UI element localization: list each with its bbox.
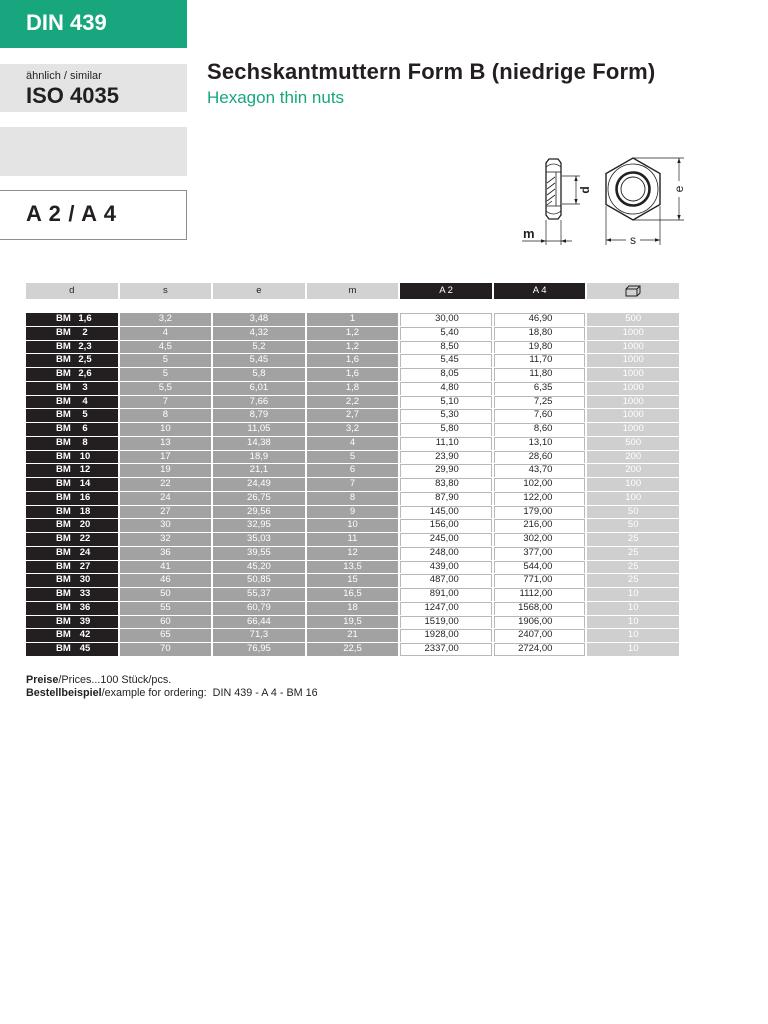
pack-qty-cell: 100 [587, 492, 679, 505]
table-row [26, 492, 679, 505]
size-cell [26, 368, 118, 381]
a4-price-cell: 6,35 [494, 382, 586, 395]
box-icon [625, 285, 641, 297]
column-header-a4: A 4 [494, 283, 586, 299]
size-prefix: BM [56, 533, 71, 544]
pack-qty-cell: 25 [587, 574, 679, 587]
table-row [26, 574, 679, 587]
dimension-label-e: e [672, 185, 686, 193]
a4-price-cell: 13,10 [494, 437, 586, 450]
table-row [26, 547, 679, 560]
s-cell: 24 [120, 492, 212, 505]
s-cell: 5 [120, 354, 212, 367]
a2-price-cell: 1247,00 [400, 602, 492, 615]
prices-label: Preise [26, 674, 59, 686]
s-cell: 3,2 [120, 313, 212, 326]
e-cell: 3,48 [213, 313, 305, 326]
size-cell [26, 437, 118, 450]
material-box [0, 190, 187, 240]
a2-price-cell: 891,00 [400, 588, 492, 601]
size-value: 14 [79, 478, 91, 489]
s-cell: 55 [120, 602, 212, 615]
pack-qty-cell: 50 [587, 519, 679, 532]
order-example [26, 687, 318, 699]
size-cell [26, 519, 118, 532]
a4-price-cell: 11,80 [494, 368, 586, 381]
e-cell: 6,01 [213, 382, 305, 395]
size-prefix: BM [56, 643, 71, 654]
pack-qty-cell: 500 [587, 313, 679, 326]
size-prefix: BM [56, 340, 71, 352]
a4-price-cell: 1568,00 [494, 602, 586, 615]
a2-price-cell: 11,10 [400, 437, 492, 450]
a2-price-cell: 439,00 [400, 561, 492, 574]
size-prefix: BM [56, 354, 71, 366]
e-cell: 66,44 [213, 616, 305, 629]
table-row [26, 616, 679, 629]
m-cell: 22,5 [307, 643, 399, 656]
dimension-label-m: m [523, 226, 535, 241]
a4-price-cell: 216,00 [494, 519, 586, 532]
a2-price-cell: 87,90 [400, 492, 492, 505]
pack-qty-cell: 10 [587, 643, 679, 656]
size-prefix: BM [56, 450, 71, 462]
pack-qty-cell: 1000 [587, 354, 679, 367]
e-cell: 35,03 [213, 533, 305, 546]
m-cell: 7 [307, 478, 399, 491]
m-cell: 16,5 [307, 588, 399, 601]
size-prefix: BM [56, 588, 71, 599]
s-cell: 19 [120, 464, 212, 477]
size-prefix: BM [56, 560, 71, 572]
e-cell: 26,75 [213, 492, 305, 505]
size-prefix: BM [56, 546, 71, 558]
a2-price-cell: 1928,00 [400, 629, 492, 642]
a2-price-cell: 5,30 [400, 409, 492, 422]
table-body [26, 313, 679, 656]
m-cell: 9 [307, 506, 399, 519]
s-cell: 32 [120, 533, 212, 546]
m-cell: 2,2 [307, 396, 399, 409]
size-cell [26, 478, 118, 491]
s-cell: 46 [120, 574, 212, 587]
table-row [26, 396, 679, 409]
a4-price-cell: 46,90 [494, 313, 586, 326]
a4-price-cell: 179,00 [494, 506, 586, 519]
a2-price-cell: 30,00 [400, 313, 492, 326]
size-prefix: BM [56, 491, 71, 503]
size-cell [26, 588, 118, 601]
table-row [26, 478, 679, 491]
size-cell [26, 602, 118, 615]
page-subtitle: Hexagon thin nuts [207, 88, 345, 107]
size-cell [26, 616, 118, 629]
order-text: /example for ordering: DIN 439 - A 4 - BM 16 [101, 687, 318, 699]
size-prefix: BM [56, 519, 71, 531]
pack-qty-cell: 10 [587, 602, 679, 615]
a4-price-cell: 28,60 [494, 451, 586, 464]
s-cell: 41 [120, 561, 212, 574]
e-cell: 18,9 [213, 451, 305, 464]
e-cell: 11,05 [213, 423, 305, 436]
s-cell: 13 [120, 437, 212, 450]
s-cell: 17 [120, 451, 212, 464]
size-value: 22 [79, 533, 91, 544]
s-cell: 36 [120, 547, 212, 560]
pack-qty-cell: 1000 [587, 382, 679, 395]
pack-qty-cell: 25 [587, 561, 679, 574]
size-value: 2,6 [78, 368, 92, 379]
s-cell: 70 [120, 643, 212, 656]
size-value: 1,6 [78, 313, 92, 324]
similar-label: ähnlich / similar [26, 70, 102, 82]
size-prefix: BM [56, 326, 71, 338]
m-cell: 1,6 [307, 368, 399, 381]
a4-price-cell: 8,60 [494, 423, 586, 436]
a4-price-cell: 771,00 [494, 574, 586, 587]
size-cell [26, 451, 118, 464]
table-row [26, 423, 679, 436]
a2-price-cell: 5,45 [400, 354, 492, 367]
size-value: 6 [82, 423, 88, 434]
pack-qty-cell: 50 [587, 506, 679, 519]
pack-qty-cell: 25 [587, 547, 679, 560]
pack-qty-cell: 25 [587, 533, 679, 546]
size-value: 27 [79, 560, 91, 572]
size-value: 2 [82, 326, 88, 338]
size-prefix: BM [56, 601, 71, 613]
size-value: 10 [79, 450, 91, 462]
a4-price-cell: 11,70 [494, 354, 586, 367]
pack-qty-cell: 10 [587, 629, 679, 642]
m-cell: 19,5 [307, 616, 399, 629]
pack-qty-cell: 200 [587, 464, 679, 477]
size-cell [26, 533, 118, 546]
size-value: 8 [82, 436, 88, 448]
size-value: 42 [79, 629, 91, 641]
s-cell: 4,5 [120, 341, 212, 354]
size-value: 24 [79, 546, 91, 558]
size-prefix: BM [56, 478, 71, 489]
pack-qty-cell: 200 [587, 451, 679, 464]
e-cell: 14,38 [213, 437, 305, 450]
m-cell: 2,7 [307, 409, 399, 422]
pack-qty-cell: 100 [587, 478, 679, 491]
m-cell: 1,2 [307, 327, 399, 340]
size-value: 30 [79, 574, 91, 586]
s-cell: 30 [120, 519, 212, 532]
table-row [26, 341, 679, 354]
m-cell: 10 [307, 519, 399, 532]
table-row [26, 327, 679, 340]
a4-price-cell: 377,00 [494, 547, 586, 560]
size-prefix: BM [56, 409, 71, 421]
m-cell: 6 [307, 464, 399, 477]
a4-price-cell: 2407,00 [494, 629, 586, 642]
table-row [26, 533, 679, 546]
pack-qty-cell: 1000 [587, 341, 679, 354]
a4-price-cell: 7,60 [494, 409, 586, 422]
column-header-e: e [213, 283, 305, 299]
table-header-row [26, 283, 679, 299]
e-cell: 76,95 [213, 643, 305, 656]
size-cell [26, 327, 118, 340]
a4-price-cell: 1112,00 [494, 588, 586, 601]
size-cell [26, 506, 118, 519]
s-cell: 10 [120, 423, 212, 436]
a4-price-cell: 43,70 [494, 464, 586, 477]
table-row [26, 382, 679, 395]
size-prefix: BM [56, 436, 71, 448]
a2-price-cell: 145,00 [400, 506, 492, 519]
size-cell [26, 547, 118, 560]
a2-price-cell: 8,50 [400, 341, 492, 354]
size-prefix: BM [56, 395, 71, 407]
m-cell: 21 [307, 629, 399, 642]
size-cell [26, 423, 118, 436]
table-row [26, 561, 679, 574]
e-cell: 32,95 [213, 519, 305, 532]
a2-price-cell: 245,00 [400, 533, 492, 546]
pack-qty-cell: 1000 [587, 409, 679, 422]
size-value: 12 [79, 464, 91, 476]
pack-qty-cell: 1000 [587, 368, 679, 381]
table-row [26, 506, 679, 519]
size-value: 45 [79, 643, 91, 654]
table-row [26, 451, 679, 464]
s-cell: 8 [120, 409, 212, 422]
column-header-s: s [120, 283, 212, 299]
order-label: Bestellbeispiel [26, 687, 102, 699]
a2-price-cell: 83,80 [400, 478, 492, 491]
e-cell: 5,8 [213, 368, 305, 381]
pack-qty-cell: 10 [587, 616, 679, 629]
size-cell [26, 643, 118, 656]
pack-qty-cell: 10 [587, 588, 679, 601]
a2-price-cell: 5,80 [400, 423, 492, 436]
nut-side-outline [546, 159, 561, 219]
column-header-d: d [26, 283, 118, 299]
size-prefix: BM [56, 574, 71, 586]
size-prefix: BM [56, 629, 71, 641]
e-cell: 5,2 [213, 341, 305, 354]
size-prefix: BM [56, 615, 71, 627]
e-cell: 8,79 [213, 409, 305, 422]
e-cell: 5,45 [213, 354, 305, 367]
m-cell: 5 [307, 451, 399, 464]
e-cell: 24,49 [213, 478, 305, 491]
table-row [26, 409, 679, 422]
e-cell: 7,66 [213, 396, 305, 409]
size-cell [26, 354, 118, 367]
s-cell: 22 [120, 478, 212, 491]
a4-price-cell: 2724,00 [494, 643, 586, 656]
a2-price-cell: 23,90 [400, 451, 492, 464]
similar-standard-box [0, 64, 187, 112]
size-prefix: BM [56, 368, 71, 379]
s-cell: 7 [120, 396, 212, 409]
size-cell [26, 629, 118, 642]
size-prefix: BM [56, 505, 71, 517]
column-header-a2: A 2 [400, 283, 492, 299]
a4-price-cell: 102,00 [494, 478, 586, 491]
m-cell: 18 [307, 602, 399, 615]
e-cell: 21,1 [213, 464, 305, 477]
s-cell: 50 [120, 588, 212, 601]
e-cell: 50,85 [213, 574, 305, 587]
size-value: 39 [79, 615, 91, 627]
m-cell: 1 [307, 313, 399, 326]
a4-price-cell: 544,00 [494, 561, 586, 574]
table-row [26, 354, 679, 367]
a4-price-cell: 1906,00 [494, 616, 586, 629]
a2-price-cell: 5,10 [400, 396, 492, 409]
m-cell: 1,2 [307, 341, 399, 354]
a4-price-cell: 19,80 [494, 341, 586, 354]
table-row [26, 602, 679, 615]
e-cell: 60,79 [213, 602, 305, 615]
table-row [26, 368, 679, 381]
size-prefix: BM [56, 381, 71, 393]
size-cell [26, 382, 118, 395]
m-cell: 13,5 [307, 561, 399, 574]
blank-info-box [0, 127, 187, 176]
table-row [26, 643, 679, 656]
s-cell: 27 [120, 506, 212, 519]
m-cell: 3,2 [307, 423, 399, 436]
pack-qty-cell: 1000 [587, 327, 679, 340]
m-cell: 11 [307, 533, 399, 546]
material-grades: A 2 / A 4 [26, 201, 117, 226]
technical-drawing [510, 148, 690, 252]
size-value: 20 [79, 519, 91, 531]
a2-price-cell: 2337,00 [400, 643, 492, 656]
size-prefix: BM [56, 313, 71, 324]
size-value: 5 [82, 409, 88, 421]
size-value: 2,3 [78, 340, 92, 352]
a2-price-cell: 1519,00 [400, 616, 492, 629]
size-cell [26, 492, 118, 505]
a2-price-cell: 156,00 [400, 519, 492, 532]
size-prefix: BM [56, 464, 71, 476]
table-row [26, 313, 679, 326]
pack-qty-cell: 1000 [587, 396, 679, 409]
m-cell: 8 [307, 492, 399, 505]
m-cell: 15 [307, 574, 399, 587]
standard-number: DIN 439 [26, 10, 107, 35]
s-cell: 5 [120, 368, 212, 381]
a2-price-cell: 4,80 [400, 382, 492, 395]
table-row [26, 519, 679, 532]
hexagon-outline [606, 158, 660, 220]
product-table [26, 283, 679, 657]
size-cell [26, 561, 118, 574]
s-cell: 65 [120, 629, 212, 642]
m-cell: 1,8 [307, 382, 399, 395]
table-row [26, 629, 679, 642]
a2-price-cell: 29,90 [400, 464, 492, 477]
e-cell: 39,55 [213, 547, 305, 560]
table-row [26, 437, 679, 450]
size-prefix: BM [56, 423, 71, 434]
pack-qty-cell: 500 [587, 437, 679, 450]
pack-qty-cell: 1000 [587, 423, 679, 436]
size-value: 3 [82, 381, 88, 393]
a2-price-cell: 248,00 [400, 547, 492, 560]
a2-price-cell: 487,00 [400, 574, 492, 587]
standard-badge [0, 0, 187, 48]
e-cell: 4,32 [213, 327, 305, 340]
size-cell [26, 341, 118, 354]
dimension-label-s: s [630, 233, 636, 247]
a4-price-cell: 7,25 [494, 396, 586, 409]
prices-note [26, 674, 171, 686]
page-title: Sechskantmuttern Form B (niedrige Form) [207, 59, 656, 84]
size-value: 18 [79, 505, 91, 517]
similar-standard-number: ISO 4035 [26, 83, 119, 108]
size-cell [26, 313, 118, 326]
s-cell: 60 [120, 616, 212, 629]
s-cell: 4 [120, 327, 212, 340]
prices-text: /Prices...100 Stück/pcs. [58, 674, 172, 686]
a4-price-cell: 18,80 [494, 327, 586, 340]
column-header-m: m [307, 283, 399, 299]
size-value: 36 [79, 601, 91, 613]
a4-price-cell: 122,00 [494, 492, 586, 505]
size-cell [26, 464, 118, 477]
side-view [546, 159, 561, 219]
table-row [26, 588, 679, 601]
dimension-label-d: d [578, 186, 592, 194]
e-cell: 71,3 [213, 629, 305, 642]
size-value: 2,5 [78, 354, 92, 366]
size-value: 16 [79, 491, 91, 503]
m-cell: 12 [307, 547, 399, 560]
s-cell: 5,5 [120, 382, 212, 395]
size-cell [26, 574, 118, 587]
e-cell: 29,56 [213, 506, 305, 519]
e-cell: 55,37 [213, 588, 305, 601]
a2-price-cell: 5,40 [400, 327, 492, 340]
a4-price-cell: 302,00 [494, 533, 586, 546]
e-cell: 45,20 [213, 561, 305, 574]
m-cell: 4 [307, 437, 399, 450]
size-value: 33 [79, 588, 91, 599]
size-value: 4 [82, 395, 88, 407]
table-row [26, 464, 679, 477]
a2-price-cell: 8,05 [400, 368, 492, 381]
front-view [606, 158, 660, 220]
size-cell [26, 396, 118, 409]
m-cell: 1,6 [307, 354, 399, 367]
column-header-pack-qty [587, 283, 679, 299]
size-cell [26, 409, 118, 422]
